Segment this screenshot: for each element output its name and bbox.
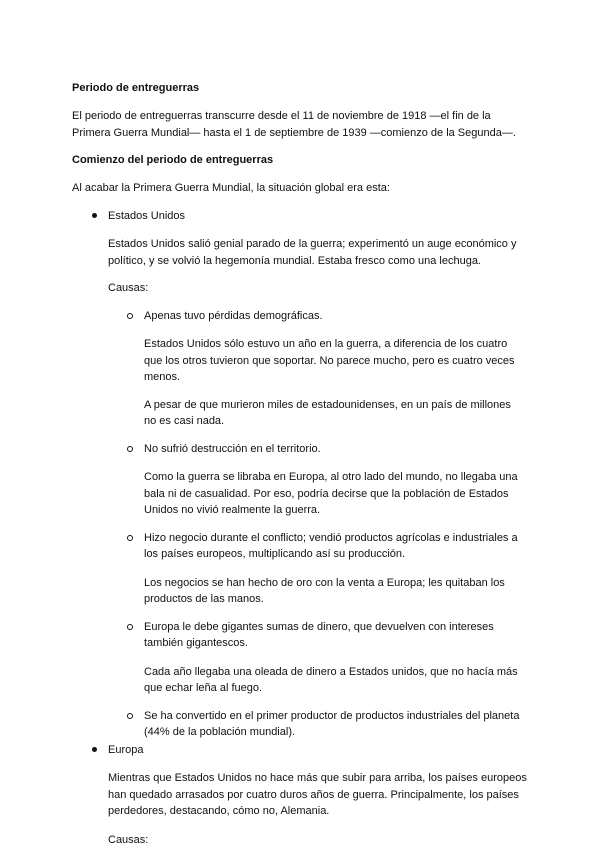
hollow-circle-bullet-icon <box>127 446 133 452</box>
cause-title: Apenas tuvo pérdidas demográficas. <box>144 309 323 322</box>
bullet-dot-icon <box>92 213 97 218</box>
section-intro-paragraph: Al acabar la Primera Guerra Mundial, la situación global era esta: <box>72 182 390 194</box>
cause-item <box>144 530 532 563</box>
usa-label: Estados Unidos <box>108 209 186 222</box>
cause-paragraph: A pesar de que murieron miles de estadounidenses, en un país de millones no es casi nada. <box>144 398 511 427</box>
europe-description: Mientras que Estados Unidos no hace más que subir para arriba, los países europeos han quedado arrasados por cuatro duros años de guerra. Principalmente, los países perdedores, destacando, cómo no, Alemania. <box>108 772 527 817</box>
hollow-circle-bullet-icon <box>127 624 133 630</box>
cause-paragraph: Como la guerra se libraba en Europa, al otro lado del mundo, no llegaba una bala ni de casualidad. Por eso, podría decirse que la población de Estados Unidos no vivió realmente la guerra. <box>144 471 518 516</box>
hollow-circle-bullet-icon <box>127 313 133 319</box>
cause-paragraph: Cada año llegaba una oleada de dinero a Estados unidos, que no hacía más que echar leña al fuego. <box>144 665 518 694</box>
cause-title: No sufrió destrucción en el territorio. <box>144 442 321 455</box>
intro-paragraph: El periodo de entreguerras transcurre desde el 11 de noviembre de 1918 —el fin de la Primera Guerra Mundial— hasta el 1 de septiembre de 1939 —comienzo de la Segunda—. <box>72 110 516 139</box>
hollow-circle-bullet-icon <box>127 713 133 719</box>
cause-title: Se ha convertido en el primer productor de productos industriales del planeta (44% de la población mundial). <box>144 709 520 738</box>
document-title: Periodo de entreguerras <box>72 82 200 94</box>
cause-paragraph: Estados Unidos sólo estuvo un año en la guerra, a diferencia de los cuatro que los otros tuvieron que soportar. No parece mucho, pero es cuatro veces menos. <box>144 338 515 383</box>
europe-causes-label: Causas: <box>108 833 149 846</box>
bullet-dot-icon <box>92 747 97 752</box>
cause-title: Hizo negocio durante el conflicto; vendió productos agrícolas e industriales a los países europeos, multiplicando así su producción. <box>144 531 518 560</box>
hollow-circle-bullet-icon <box>127 535 133 541</box>
usa-causes-label: Causas: <box>108 282 149 294</box>
bullet-item-usa <box>108 208 532 225</box>
cause-item <box>144 308 532 325</box>
europe-label: Europa <box>108 743 144 756</box>
cause-item <box>144 619 532 652</box>
usa-description: Estados Unidos salió genial parado de la guerra; experimentó un auge económico y político, y se volvió la hegemonía mundial. Estaba fresco como una lechuga. <box>108 238 517 267</box>
cause-title: Europa le debe gigantes sumas de dinero, que devuelven con intereses también gigantescos. <box>144 620 494 649</box>
cause-item <box>144 708 532 741</box>
cause-paragraph: Los negocios se han hecho de oro con la venta a Europa; les quitaban los productos de las manos. <box>144 576 505 605</box>
section-heading: Comienzo del periodo de entreguerras <box>72 154 274 166</box>
bullet-item-europe <box>108 742 532 759</box>
document-content <box>72 80 532 848</box>
cause-item <box>144 441 532 458</box>
